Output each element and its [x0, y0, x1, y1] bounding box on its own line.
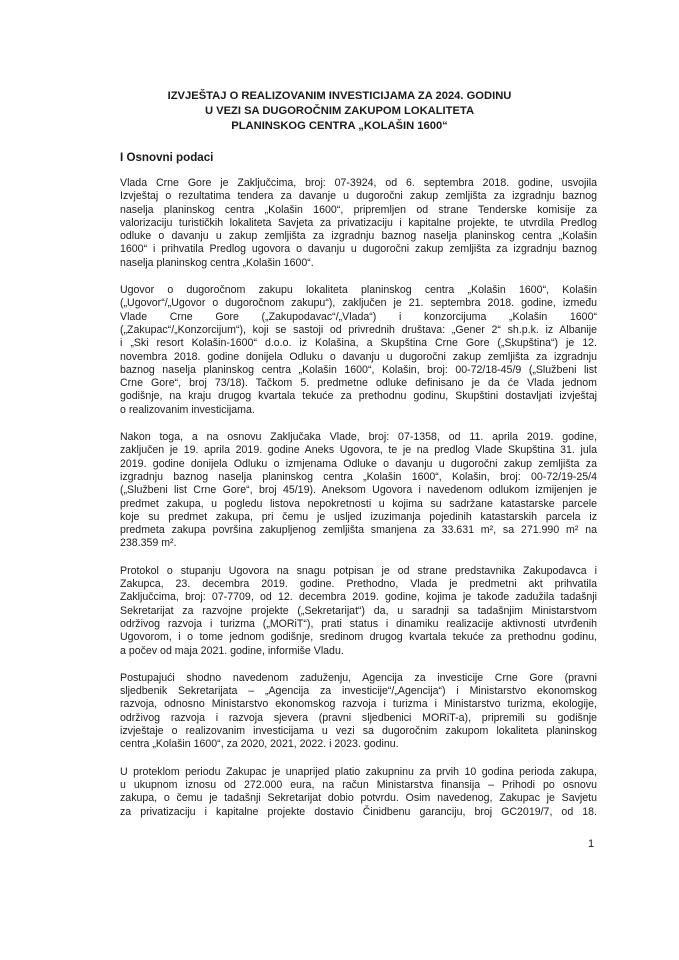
text-line: Sekretarijat za razvojne projekte („Sekretarijat“) da, u saradnji sa tadašnjim Ministarstvom [120, 604, 597, 617]
text-line: 238.359 m². [120, 537, 177, 550]
text-line: Izvještaj o rezultatima tendera za davanje u dugoročni zakup zemljišta za izgradnju baznog [120, 190, 597, 203]
text-line: Crne Gore“, broj 73/18). Tačkom 5. predmetne odluke definisano je da će Vlada jednom [120, 377, 597, 390]
text-line: naselja planinskog centra „Kolašin 1600“, pripremljen od strane Tenderske komisije za [120, 203, 597, 216]
text-line: 1600“ i prihvatila Predlog ugovora o davanju u dugoročni zakup zemljišta za izgradnju baznog [120, 243, 597, 256]
text-line: odluke o davanju u zakup zemljišta za izgradnju baznog naselja planinskog centra „Kolašin [120, 230, 597, 243]
body-paragraph [120, 431, 597, 551]
text-line: održivog razvoja i razvoja sjevera (pravni sljedbenici MORiT-a), pripremili su godišnje [120, 711, 597, 724]
text-line: naselja planinskog centra „Kolašin 1600“. [120, 256, 314, 269]
title-line: PLANINSKOG CENTRA „KOLAŠIN 1600“ [231, 120, 448, 132]
body-paragraph [120, 766, 597, 819]
text-line: sljedbenik Sekretarijata – „Agencija za investicije“/„Agencija“) i Ministarstvo ekonomskog [120, 685, 597, 698]
body-paragraph [120, 284, 597, 417]
text-line: zakupa, o čemu je tadašnji Sekretarijat dobio potvrdu. Osim navedenog, Zakupac je Savjetu [120, 792, 597, 805]
text-line: („Službeni list Crne Gore“, broj 45/19). Aneksom Ugovora i navedenom odlukom izmijenjen je [120, 484, 597, 497]
text-line: Zakupca, 23. decembra 2019. godine. Prethodno, Vlada je predmetni akt prihvatila [120, 578, 597, 591]
text-line: izgradnju baznog naselja planinskog centra „Kolašin 1600“, Kolašin, broj: 00-72/19-25/4 [120, 470, 597, 483]
text-line: održivog razvoja i turizma („MORiT“), prati status i dinamiku realizacije aktivnosti utvrđenih [120, 617, 597, 630]
text-line: za privatizaciju i kapitalne projekte dostavio Činidbenu garanciju, broj GC2019/7, od 18. [120, 805, 597, 818]
text-line: i „Ski resort Kolašin-1600“ d.o.o. iz Kolašina, a Skupština Crne Gore („Skupština“) je 12. [120, 337, 597, 350]
text-line: („Zakupac“/„Konzorcijum“), koji se sastoji od privrednih društava: „Gener 2“ sh.p.k. iz Albanije [120, 323, 597, 336]
text-line: u ukupnom iznosu od 272.000 eura, na račun Ministarstva finansija – Prihodi po osnovu [120, 778, 597, 791]
text-line: o realizovanim investicijama. [120, 403, 255, 416]
document-title [0, 89, 679, 134]
text-line: („Ugovor“/„Ugovor o dugoročnom zakupu“), zaključen je 21. septembra 2018. godine, između [120, 297, 597, 310]
text-line: a počev od maja 2021. godine, informiše Vladu. [120, 644, 344, 657]
text-line: baznog naselja planinskog centra „Kolašin 1600“, Kolašin, broj: 00-72/18-45/9 („Službeni list [120, 363, 597, 376]
text-line: U proteklom periodu Zakupac je unaprijed platio zakupninu za prvih 10 godina perioda zakupa, [120, 765, 597, 778]
text-line: novembra 2018. godine donijela Odluku o davanju u dugoročni zakup zemljišta za izgradnju [120, 350, 597, 363]
text-line: valorizaciju turističkih lokaliteta Savjeta za privatizaciju i kapitalne projekte, te utvrdila Predlog [120, 216, 597, 229]
text-line: Protokol o stupanju Ugovora na snagu potpisan je od strane predstavnika Zakupodavca i [120, 564, 597, 577]
text-line: centra „Kolašin 1600“, za 2020, 2021, 2022. i 2023. godinu. [120, 738, 399, 751]
text-line: predmet zakupa, u pogledu listova nepokretnosti u kojima su sadržane katastarske parcele [120, 497, 597, 510]
section-heading: I Osnovni podaci [120, 151, 214, 164]
text-line: Postupajući shodno navedenom zaduženju, Agencija za investicije Crne Gore (pravni [120, 671, 597, 684]
text-line: zaključen je 19. aprila 2019. godine Aneks Ugovora, te je na predlog Vlade Skupština 31. jula [120, 444, 597, 457]
text-line: izvještaje o realizovanim investicijama u vezi sa dugoročnim zakupom lokaliteta planinskog [120, 725, 597, 738]
text-line: Nakon toga, a na osnovu Zaključaka Vlade, broj: 07-1358, od 11. aprila 2019. godine, [120, 431, 597, 444]
text-line: Ugovorom, i o tome jednom godišnje, sredinom drugog kvartala tekuće za prethodnu godinu, [120, 631, 597, 644]
text-line: Ugovor o dugoročnom zakupu lokaliteta planinskog centra „Kolašin 1600“, Kolašin [120, 284, 597, 297]
text-line: koje su predmet zakupa, pri čemu je usljed izuzimanja pojedinih katastarskih parcela iz [120, 510, 597, 523]
text-line: razvoja, odnosno Ministarstvo ekonomskog razvoja i turizma i Ministarstvo turizma, ekologije, [120, 698, 597, 711]
text-line: Vlada Crne Gore je Zaključcima, broj: 07-3924, od 6. septembra 2018. godine, usvojila [120, 177, 597, 189]
text-line: predmeta zakupa površina zakupljenog zemljišta smanjena za 33.631 m², sa 271.990 m² na [120, 524, 597, 537]
title-line: U VEZI SA DUGOROČNIM ZAKUPOM LOKALITETA [204, 105, 475, 117]
page-number: 1 [588, 838, 595, 850]
body-paragraph [120, 672, 597, 752]
text-line: Vlade Crne Gore („Zakupodavac“/„Vlada“) i konzorcijuma „Kolašin 1600“ [120, 310, 597, 323]
text-line: 2019. godine donijela Odluku o izmjenama Odluke o davanju u dugoročni zakup zemljišta za [120, 457, 597, 470]
body-paragraph [120, 565, 597, 658]
text-line: Zaključcima, broj: 07-7709, od 12. decembra 2019. godine, kojima je takođe zadužila tadašnji [120, 591, 597, 604]
body-paragraph [120, 177, 597, 270]
title-line: IZVJEŠTAJ O REALIZOVANIM INVESTICIJAMA ZA 2024. GODINU [167, 90, 512, 102]
text-line: godišnje, na kraju drugog kvartala tekuće za prethodnu godinu, Skupštini dostavljati izvještaj [120, 390, 597, 403]
